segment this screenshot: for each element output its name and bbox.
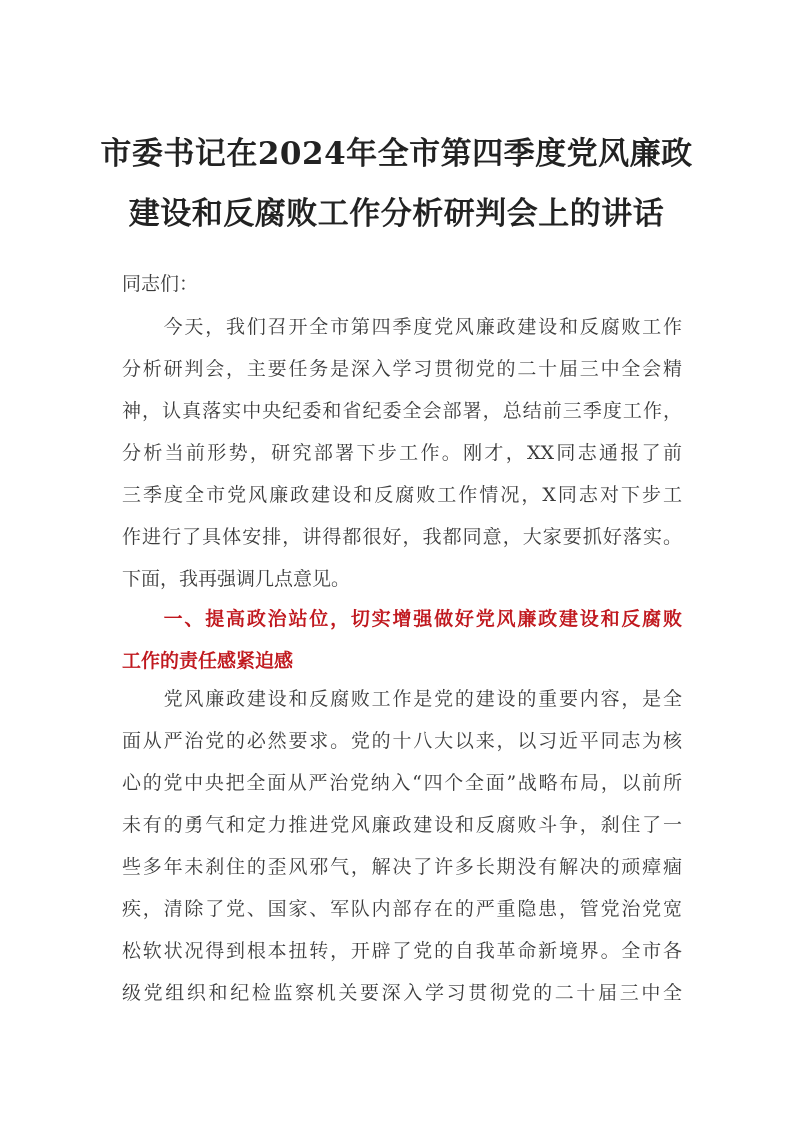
intro-paragraph-line: 作进行了具体安排，讲得都很好，我都同意，大家要抓好落实。 [122,526,682,548]
section-paragraph-line: 未有的勇气和定力推进党风廉政建设和反腐败斗争，刹住了一 [122,814,682,836]
section-paragraph-line: 面从严治党的必然要求。党的十八大以来，以习近平同志为核 [122,730,682,752]
salutation: 同志们： [122,273,199,295]
intro-paragraph-line: 分析当前形势，研究部署下步工作。刚才，XX同志通报了前 [122,442,682,464]
intro-paragraph-line: 三季度全市党风廉政建设和反腐败工作情况，X同志对下步工 [122,484,682,506]
intro-paragraph-line: 下面，我再强调几点意见。 [122,568,351,590]
section-paragraph-line: 党风廉政建设和反腐败工作是党的建设的重要内容，是全 [122,688,682,710]
section-paragraph-line: 心的党中央把全面从严治党纳入“四个全面”战略布局，以前所 [122,772,682,794]
section-paragraph-line: 疾，清除了党、国家、军队内部存在的严重隐患，管党治党宽 [122,898,682,920]
section-heading-line-2: 工作的责任感紧迫感 [122,650,294,672]
document-title-line-1: 市委书记在2024年全市第四季度党风廉政 [100,136,693,172]
section-heading-line-1: 一、提高政治站位，切实增强做好党风廉政建设和反腐败 [122,608,682,630]
document-title-line-2: 建设和反腐败工作分析研判会上的讲话 [128,196,665,232]
section-paragraph-line: 松软状况得到根本扭转，开辟了党的自我革命新境界。全市各 [122,940,682,962]
section-paragraph-line: 级党组织和纪检监察机关要深入学习贯彻党的二十届三中全 [122,982,682,1004]
intro-paragraph-line: 分析研判会，主要任务是深入学习贯彻党的二十届三中全会精 [122,358,682,380]
intro-paragraph-line: 神，认真落实中央纪委和省纪委全会部署，总结前三季度工作， [122,400,682,422]
intro-paragraph-line: 今天，我们召开全市第四季度党风廉政建设和反腐败工作 [122,316,682,338]
section-paragraph-line: 些多年未刹住的歪风邪气，解决了许多长期没有解决的顽瘴痼 [122,856,682,878]
